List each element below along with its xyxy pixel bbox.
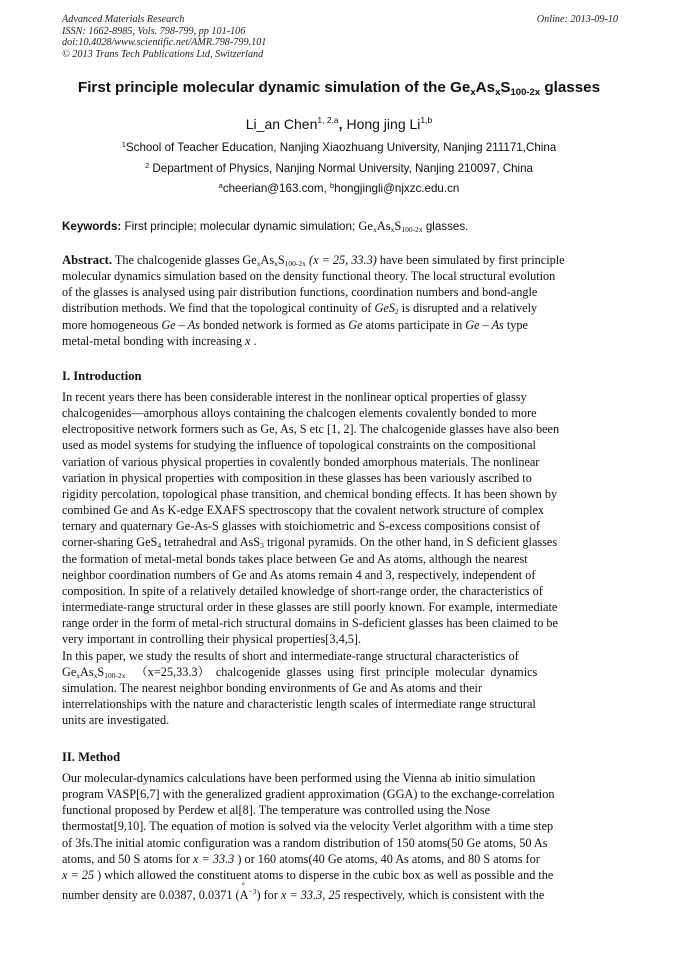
intro-line: the formation of metal-metal bonds takes place between Ge and As atoms, although the nearest (62, 551, 528, 566)
abstract-line: more homogeneous Ge – As bonded network is formed as Ge atoms participate in Ge – As type (62, 317, 528, 332)
abstract-line: metal-metal bonding with increasing x . (62, 333, 257, 348)
angstrom-unit: A ° $^{-3}$ (239, 881, 257, 903)
email-a: cheerian@163.com, (222, 182, 330, 195)
intro-line: used as model systems for studying the influence of topological constraints on the compositional (62, 438, 536, 453)
keyword-formula: $Ge_xAs_xS_{100-2x}$ (358, 219, 423, 234)
method-line: thermostat[9,10]. The equation of motion is solved via the velocity Verlet algorithm with a time step (62, 819, 554, 834)
method-line: functional proposed by Perdew et al[8]. The temperature was controlled using the Nose (62, 803, 491, 818)
intro-line: variation in physical properties with composition in these glasses has been variously ascribed to (62, 470, 532, 485)
paper-title: First principle molecular dynamic simulation of the $Ge_xAs_xS_{100-2x}$ glasses (77, 79, 601, 98)
section-heading-method: II. Method (62, 750, 121, 764)
affiliation-1: $^1$School of Teacher Education, Nanjing Xiaozhuang University, Nanjing 211171,China (121, 140, 557, 154)
copyright-line: © 2013 Trans Tech Publications Ltd, Switzerland (62, 48, 264, 60)
intro-line: units are investigated. (62, 713, 170, 728)
method-line: number density are 0.0387, 0.0371 (A ° $^{-3}$) for x = 33.3, 25 respectively, which is consistent with the (62, 881, 545, 903)
abstract-formula: $Ge_xAs_xS_{100-2x}$ (242, 253, 306, 268)
intro-formula: $Ge_xAs_xS_{100-2x}$ (62, 664, 126, 680)
email-b: hongjingli@njxzc.edu.cn (334, 182, 460, 195)
intro-line: corner-sharing GeS$_4$ tetrahedral and AsS$_3$ trigonal pyramids. On the other hand, in S deficient glasses (62, 535, 558, 551)
abstract-line: distribution methods. We find that the topological continuity of GeS$_2$ is disrupted and a relatively (62, 301, 538, 317)
abstract (62, 252, 618, 349)
method-line: x = 25 ) which allowed the constituent atoms to disperse in the cubic box as well as possible and the (62, 867, 554, 882)
abstract-line: of the glasses is analysed using pair distribution functions, coordination numbers and bond-angle (62, 285, 538, 300)
intro-line: $Ge_xAs_xS_{100-2x}$ （x=25,33.3） chalcogenide glasses using first principle molecular dynamics (62, 664, 538, 680)
intro-line: range order in the form of metal-rich structural domains in S-deficient glasses has been claimed to be (62, 616, 558, 631)
doi-line: doi:10.4028/www.scientific.net/AMR.798-799.101 (62, 37, 267, 49)
method-text (62, 770, 618, 903)
method-line: program VASP[6,7] with the generalized gradient approximation (GGA) to the exchange-correlation (62, 787, 555, 802)
intro-line: rigidity percolation, topological phase transition, and chemical bonding effects. It has been shown by (62, 486, 558, 501)
keywords-label: Keywords: (62, 220, 122, 233)
author-2: Hong jing Li (346, 116, 421, 132)
intro-line: composition. In spite of a relatively detailed knowledge of short-range order, the characteristics of (62, 583, 543, 598)
issn-line: ISSN: 1662-8985, Vols. 798-799, pp 101-106 (62, 25, 246, 37)
intro-line: intermediate-range structural order in these glasses are still poorly known. For example, intermediate (62, 600, 558, 615)
keywords: Keywords: First principle; molecular dynamic simulation; $Ge_xAs_xS_{100-2x}$ glasses. (62, 219, 469, 234)
author-list: Li_an Chen$^{1, 2,a}$, Hong jing Li$^{1,b}$ (245, 115, 433, 132)
intro-line: variation of various physical properties in covalently bonded amorphous materials. The nonlinear (62, 454, 540, 469)
intro-line: chalcogenides—amorphous alloys containing the chalcogen elements covalently bonded to more (62, 406, 537, 421)
intro-line: neighbor coordination numbers of Ge and As atoms remain 4 and 3, respectively, independent of (62, 567, 536, 582)
affiliation-2: $^2$ Department of Physics, Nanjing Normal University, Nanjing 210097, China (144, 161, 534, 175)
author-1: Li_an Chen (245, 116, 318, 132)
method-line: of 3fs.The initial atomic configuration was a random distribution of 150 atoms(50 Ge atoms, 50 As (62, 835, 548, 850)
intro-line: In recent years there has been considerable interest in the nonlinear optical properties of glassy (62, 390, 527, 404)
abstract-label: Abstract. (62, 253, 113, 267)
intro-line: very important in controlling their physical properties[3,4,5]. (62, 632, 362, 647)
online-date: Online: 2013-09-10 (536, 14, 618, 25)
journal-name: Advanced Materials Research (62, 14, 185, 25)
introduction-text (62, 389, 618, 728)
abstract-line: molecular dynamics simulation based on the density functional theory. The local structural evolution (62, 269, 556, 284)
intro-line: electropositive network formers such as Ge, As, S etc [1, 2]. The chalcogenide glasses have also been (62, 422, 560, 437)
section-heading-introduction: I. Introduction (62, 369, 142, 383)
intro-line: interrelationships with the nature and characteristic length scales of intermediate range structural (62, 696, 536, 711)
abstract-line: Abstract. The chalcogenide glasses $Ge_xAs_xS_{100-2x}$ (x = 25, 33.3) have been simulated by first principle (62, 253, 565, 268)
journal-header (62, 14, 618, 60)
intro-line: combined Ge and As K-edge EXAFS spectroscopy that the covalent network structure of complex (62, 503, 545, 518)
intro-line: simulation. The nearest neighbor bonding environments of Ge and As atoms and their (62, 680, 482, 695)
method-line: Our molecular-dynamics calculations have been performed using the Vienna ab initio simulation (62, 771, 536, 785)
method-line: atoms, and 50 S atoms for x = 33.3 ) or 160 atoms(40 Ge atoms, 40 As atoms, and 80 S atoms for (62, 851, 540, 866)
email-line: $^a$cheerian@163.com, $^b$hongjingli@njxzc.edu.cn (218, 181, 460, 195)
intro-line: In this paper, we study the results of short and intermediate-range structural characteristics of (62, 648, 519, 663)
intro-line: ternary and quaternary Ge-As-S glasses with stoichiometric and S-excess compositions consist of (62, 519, 540, 534)
